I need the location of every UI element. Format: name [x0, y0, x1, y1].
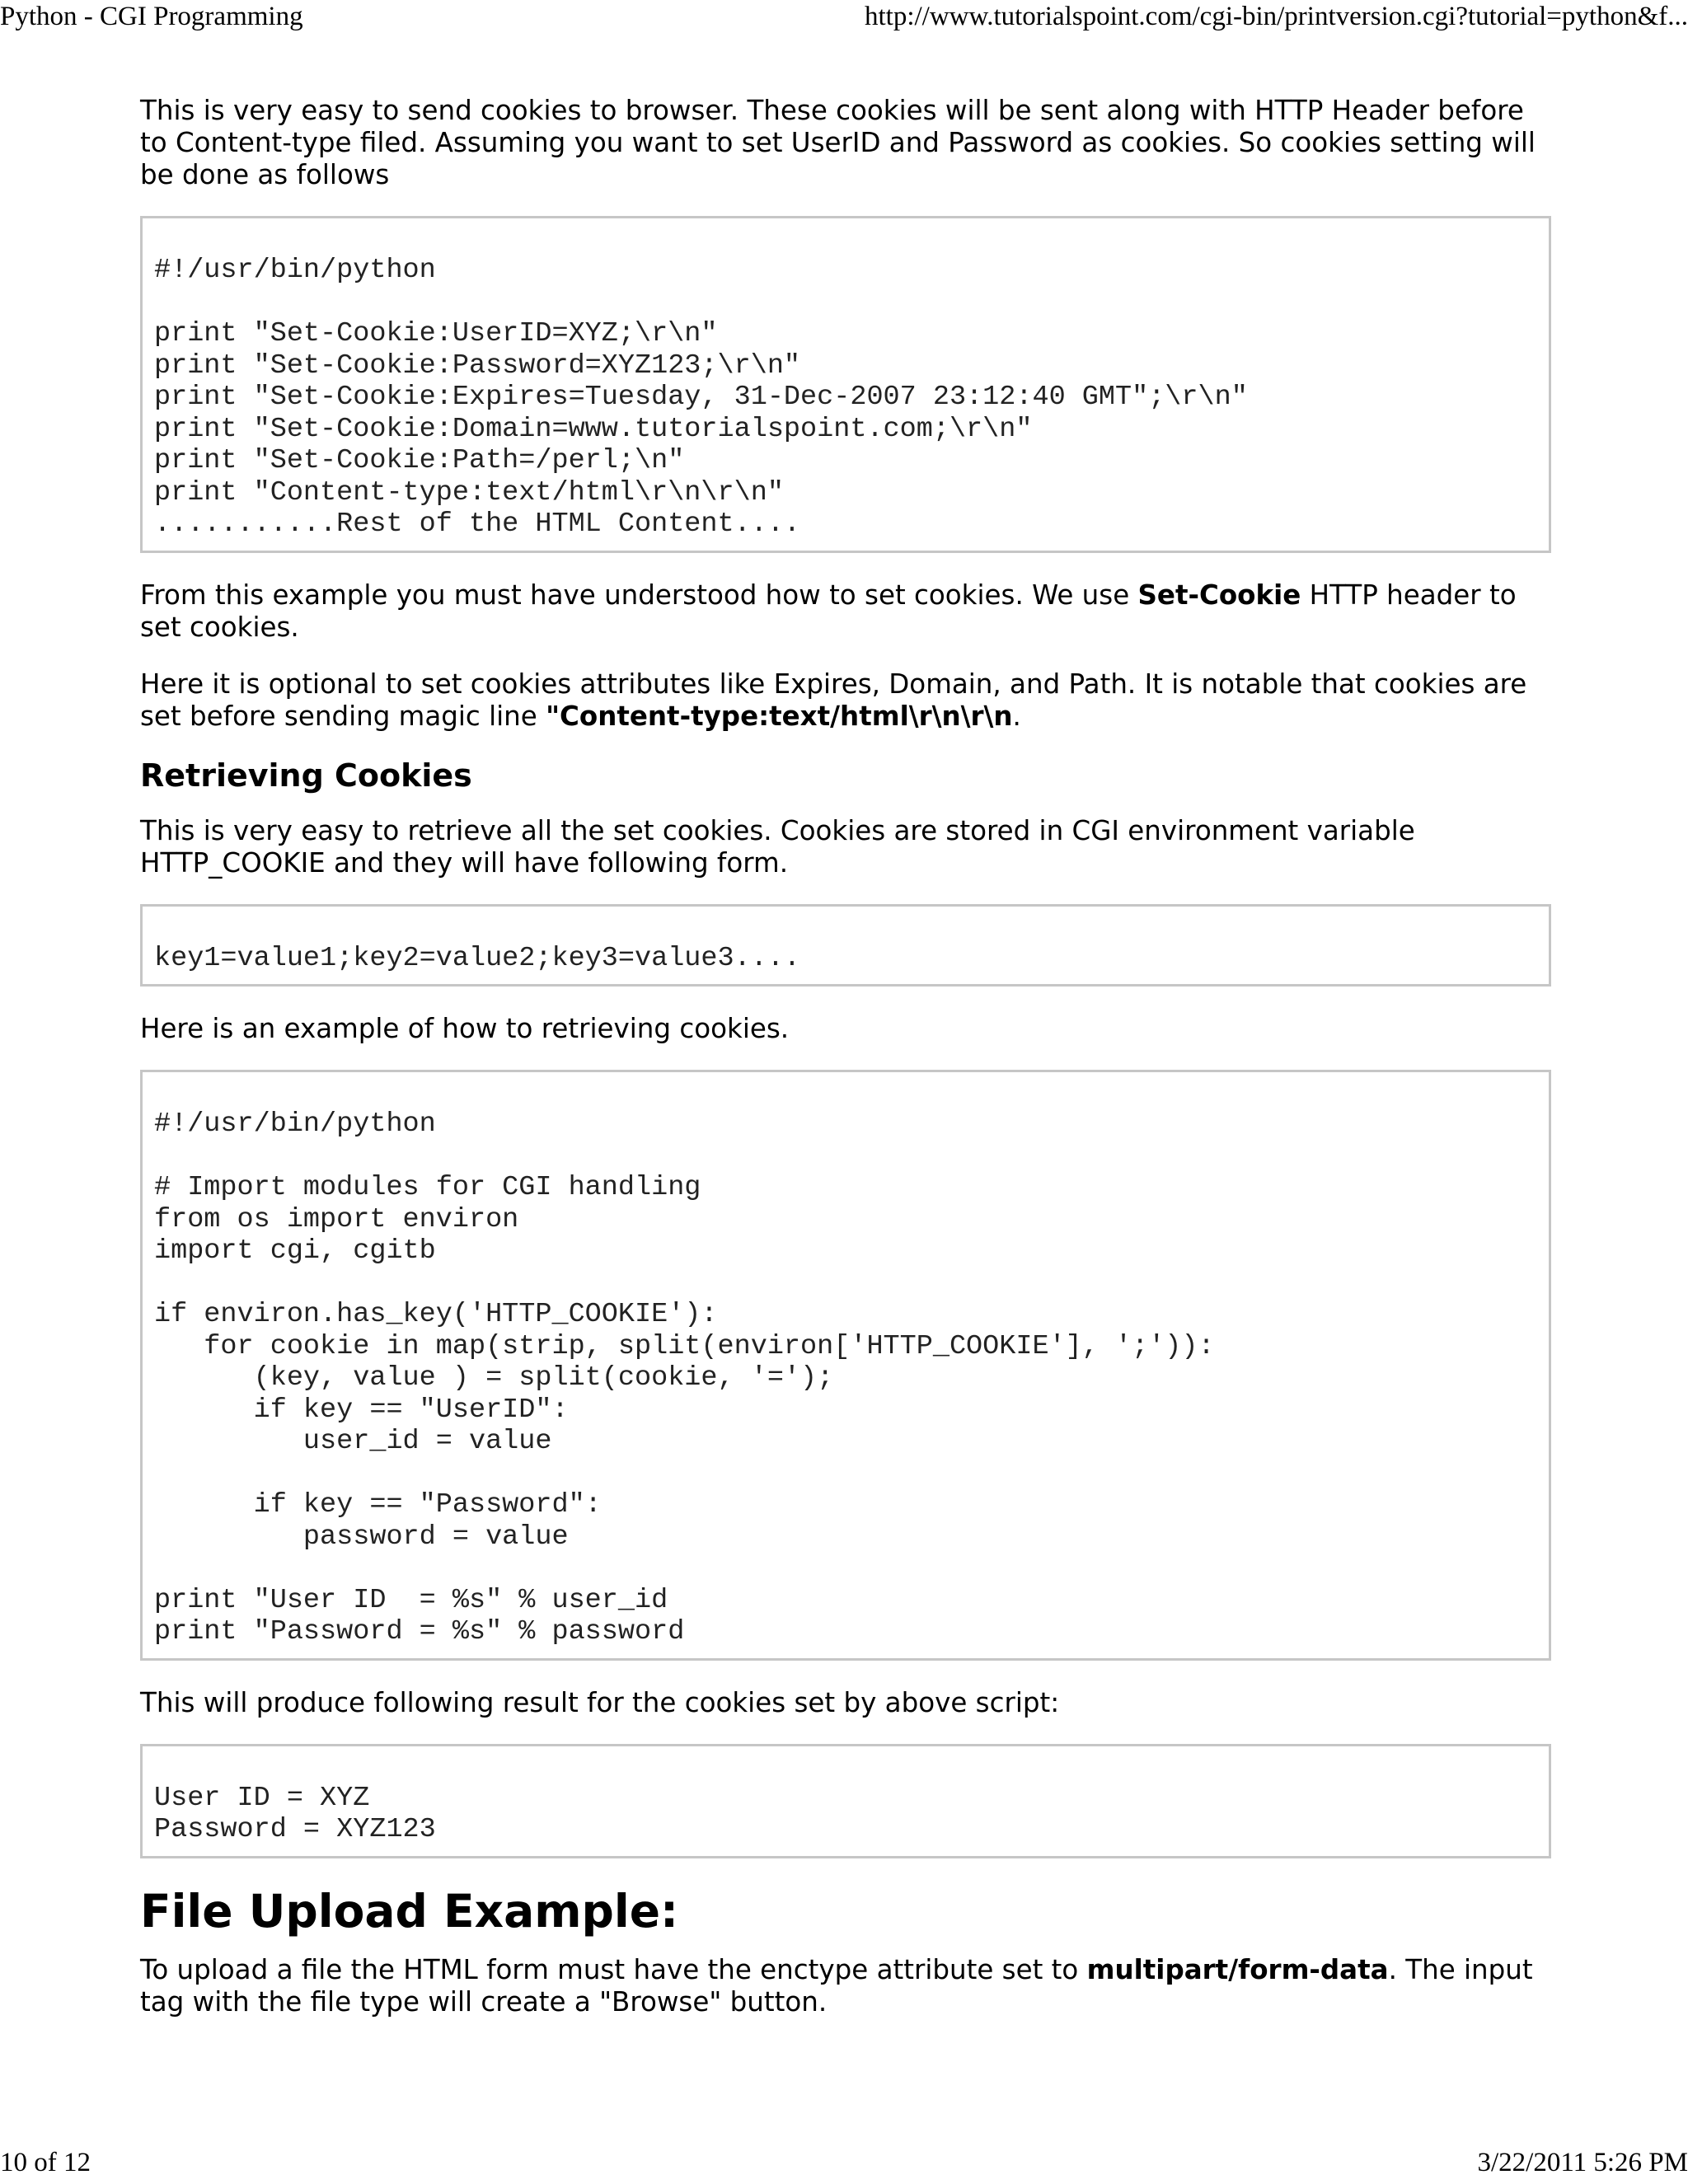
code-line: user_id = value	[154, 1426, 552, 1457]
code-line	[154, 1268, 1537, 1300]
example-paragraph: Here is an example of how to retrieving cookies.	[140, 1013, 790, 1044]
text-segment: From this example you must have understood how to set cookies. We use	[140, 579, 1138, 611]
code-line: if key == "Password":	[154, 1489, 602, 1521]
code-line: key1=value1;key2=value2;key3=value3....	[154, 942, 801, 974]
code-block-cookie-form	[140, 904, 1551, 987]
text-segment: To upload a file the HTML form must have the enctype attribute set to	[140, 1953, 1087, 1985]
code-line	[154, 287, 1537, 319]
code-line	[154, 1553, 1537, 1585]
code-line: # Import modules for CGI handling	[154, 1172, 701, 1203]
optional-attributes-paragraph	[140, 668, 1551, 733]
bold-term: multipart/form-data	[1086, 1953, 1389, 1985]
code-line: print "Set-Cookie:Password=XYZ123;\r\n"	[154, 349, 801, 382]
retrieve-paragraph: This is very easy to retrieve all the set cookies. Cookies are stored in CGI environment variable HTTP_COOKIE and they will have following form.	[140, 814, 1415, 879]
intro-paragraph: This is very easy to send cookies to browser. These cookies will be sent along with HTTP Header before to Content-type filed. Assuming you want to set UserID and Password as cookies. So cookies setting will be done as follows	[140, 95, 1536, 190]
code-line: print "Set-Cookie:UserID=XYZ;\r\n"	[154, 318, 718, 349]
code-line: if environ.has_key('HTTP_COOKIE'):	[154, 1299, 718, 1330]
code-line	[154, 1458, 1537, 1490]
code-line: import cgi, cgitb	[154, 1235, 436, 1267]
code-line: Password = XYZ123	[154, 1814, 436, 1845]
code-line: print "Set-Cookie:Path=/perl;\n"	[154, 445, 685, 476]
bold-term: Set-Cookie	[1137, 579, 1301, 611]
print-header-title: Python - CGI Programming	[0, 2, 303, 31]
print-timestamp: 3/22/2011 5:26 PM	[1477, 2148, 1688, 2177]
upload-paragraph	[140, 1954, 1551, 2018]
code-line: #!/usr/bin/python	[154, 255, 436, 286]
code-line: password = value	[154, 1521, 569, 1553]
code-line: ...........Rest of the HTML Content....	[154, 509, 801, 540]
code-line: print "Set-Cookie:Expires=Tuesday, 31-Dec-2007 23:12:40 GMT";\r\n"	[154, 382, 1248, 413]
code-line: print "User ID = %s" % user_id	[154, 1584, 668, 1616]
code-line: if key == "UserID":	[154, 1394, 569, 1426]
text-segment: . The input tag with the file type will create a "Browse" button.	[140, 1953, 1533, 2018]
bold-term: "Content-type:text/html\r\n\r\n	[546, 700, 1013, 732]
text-segment: HTTP header to set cookies.	[140, 579, 1517, 643]
text-segment: .	[1012, 700, 1021, 732]
code-line: print "Password = %s" % password	[154, 1616, 685, 1647]
section-heading-retrieving-cookies: Retrieving Cookies	[140, 757, 472, 794]
page-number: 10 of 12	[0, 2148, 91, 2177]
code-line: print "Content-type:text/html\r\n\r\n"	[154, 476, 784, 509]
section-heading-file-upload: File Upload Example:	[140, 1884, 679, 1938]
code-block-set-cookies	[140, 216, 1551, 553]
set-cookie-paragraph	[140, 579, 1551, 644]
article-content	[140, 95, 1551, 2043]
code-line: from os import environ	[154, 1203, 519, 1235]
code-line: User ID = XYZ	[154, 1782, 370, 1814]
result-paragraph: This will produce following result for the cookies set by above script:	[140, 1686, 1060, 1718]
code-line	[154, 1141, 1537, 1173]
code-line: for cookie in map(strip, split(environ['HTTP_COOKIE'], ';')):	[154, 1330, 1215, 1362]
code-line: #!/usr/bin/python	[154, 1108, 436, 1140]
code-line: (key, value ) = split(cookie, '=');	[154, 1362, 834, 1394]
code-block-result	[140, 1744, 1551, 1858]
print-header-url: http://www.tutorialspoint.com/cgi-bin/printversion.cgi?tutorial=python&f...	[865, 2, 1688, 31]
code-line: print "Set-Cookie:Domain=www.tutorialspoint.com;\r\n"	[154, 413, 1033, 445]
code-block-retrieve-cookies	[140, 1070, 1551, 1661]
text-segment: Here it is optional to set cookies attributes like Expires, Domain, and Path. It is notable that cookies are set before sending magic line	[140, 668, 1527, 732]
